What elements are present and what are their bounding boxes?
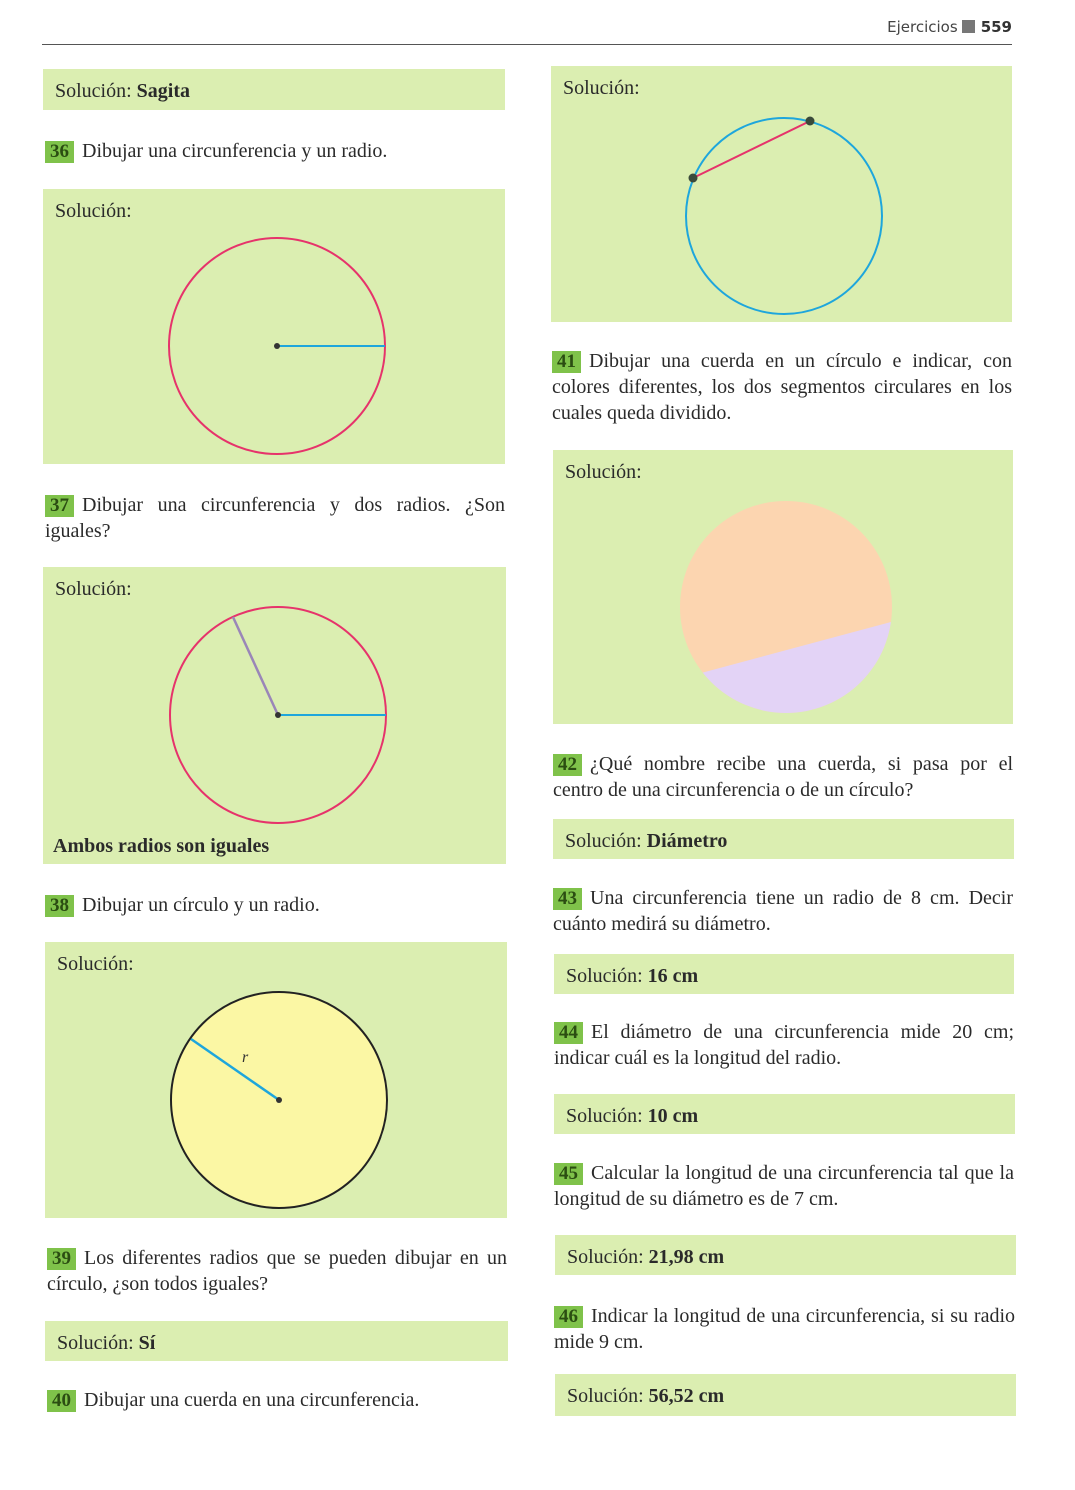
solution-label: Solución: [565,461,642,483]
exercise-number: 40 [47,1390,76,1412]
square-bullet-icon [962,20,975,33]
circle-with-two-radii-figure [43,567,506,864]
section-title: Ejercicios [887,18,958,36]
exercise-text: Una circunferencia tiene un radio de 8 cm. Decir cuánto medirá su diámetro. [553,887,1013,935]
exercise-text: Dibujar una cuerda en un círculo e indicar, con colores diferentes, los dos segmentos circulares en los cuales queda dividido. [552,350,1012,424]
solution-46-box: Solución: 56,52 cm [555,1374,1016,1416]
exercise-number: 37 [45,495,74,517]
solution-37-figure-box [43,567,506,864]
solution-43-answer: 16 cm [647,965,699,987]
solution-label: Solución: [57,953,134,975]
solution-40-figure-box [551,66,1012,322]
exercise-number: 39 [47,1248,76,1270]
exercise-39 [47,1245,507,1297]
solution-44-answer: 10 cm [647,1105,699,1127]
solution-45-answer: 21,98 cm [648,1246,725,1268]
exercise-number: 44 [554,1022,583,1044]
exercise-text: Dibujar un círculo y un radio. [82,894,320,916]
page-header [42,18,1012,45]
solution-35-box: Solución: Sagita [43,69,505,110]
solution-42-answer: Diámetro [646,830,728,852]
exercise-number: 42 [553,754,582,776]
chord [693,121,810,178]
exercise-text: Indicar la longitud de una circunferencia, si su radio mide 9 cm. [554,1305,1015,1353]
exercise-text: Calcular la longitud de una circunferencia tal que la longitud de su diámetro es de 7 cm. [554,1162,1014,1210]
solution-38-figure-box [45,942,507,1218]
exercise-36 [45,138,505,164]
solution-41-figure-box [553,450,1013,724]
exercise-45 [554,1160,1014,1212]
exercise-text: El diámetro de una circunferencia mide 20 cm; indicar cuál es la longitud del radio. [554,1021,1014,1069]
circle-with-radius-figure [43,189,505,464]
solution-label: Solución: [563,77,640,99]
exercise-40 [47,1387,507,1413]
exercise-number: 38 [45,895,74,917]
page-number: 559 [980,18,1012,36]
exercise-text: Dibujar una circunferencia y un radio. [82,140,388,162]
exercise-number: 36 [45,141,74,163]
exercise-43 [553,885,1013,937]
chord-endpoint [806,117,815,126]
exercise-42 [553,751,1013,803]
solution-39-answer: Sí [138,1332,156,1354]
filled-circle-with-radius-figure [45,942,507,1218]
center-point [276,1097,282,1103]
solution-36-figure-box [43,189,505,464]
center-point [274,343,280,349]
solution-label: Solución: [55,200,132,222]
chord-endpoint [689,174,698,183]
solution-35-answer: Sagita [136,80,191,102]
solution-42-box: Solución: Diámetro [553,819,1014,859]
solution-44-box: Solución: 10 cm [554,1094,1015,1134]
exercise-44 [554,1019,1014,1071]
circle-segments-figure [553,450,1013,724]
exercise-number: 46 [554,1306,583,1328]
exercise-number: 43 [553,888,582,910]
solution-45-box: Solución: 21,98 cm [555,1235,1016,1275]
solution-43-box: Solución: 16 cm [554,954,1014,994]
exercise-text: ¿Qué nombre recibe una cuerda, si pasa por el centro de una circunferencia o de un círculo? [553,753,1013,801]
exercise-text: Dibujar una circunferencia y dos radios. ¿Son iguales? [45,494,505,542]
exercise-41 [552,348,1012,426]
exercise-38 [45,892,505,918]
solution-label: Solución: [55,578,132,600]
exercise-46 [554,1303,1015,1355]
exercise-number: 41 [552,351,581,373]
exercise-text: Dibujar una cuerda en una circunferencia. [84,1389,420,1411]
exercise-text: Los diferentes radios que se pueden dibujar en un círculo, ¿son todos iguales? [47,1247,507,1295]
solution-37-caption: Ambos radios son iguales [53,835,270,857]
solution-46-answer: 56,52 cm [648,1385,725,1407]
circumference [686,118,882,314]
exercise-number: 45 [554,1163,583,1185]
center-point [275,712,281,718]
solution-39-box: Solución: Sí [45,1321,508,1361]
exercise-37 [45,492,505,544]
circle-with-chord-figure [551,66,1012,322]
radius-purple [233,617,278,715]
radius-label: r [242,1049,249,1066]
